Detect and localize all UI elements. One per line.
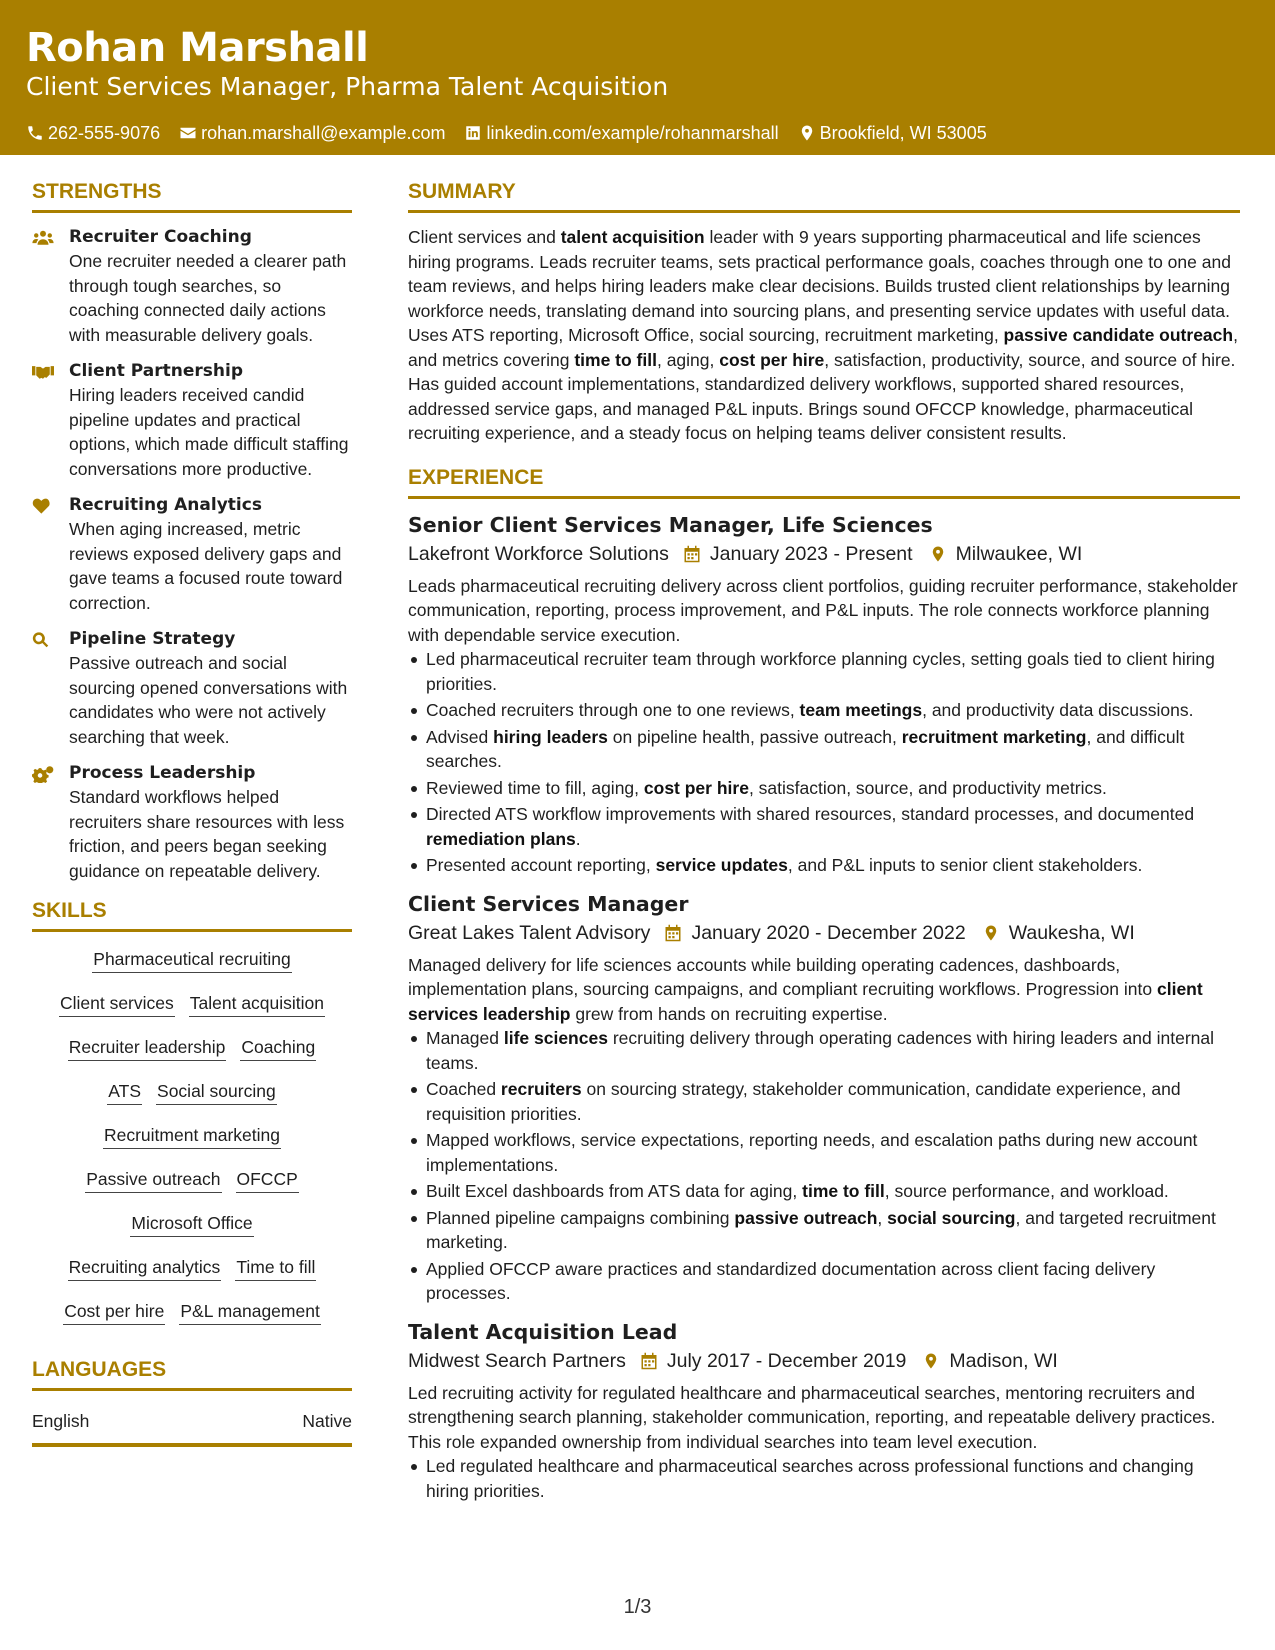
text-segment: , satisfaction, productivity, source, and source of hire. Has guided account implementations, standardized delivery workflows, supported shared resources, addressed service gaps, and managed P&L inputs. Brings sound OFCCP knowledge, pharmaceutical recruiting experience, and a steady focus on helping teams deliver consistent results. [408,349,1236,443]
bold-text: time to fill [802,1181,885,1201]
strength-desc: One recruiter needed a clearer path through tough searches, so coaching connected daily actions with measurable delivery goals. [69,251,347,345]
bullet-item [408,1206,1240,1255]
strength-desc: Standard workflows helped recruiters share resources with less friction, and peers began seeking guidance on repeatable delivery. [69,787,345,881]
skill-tag: P&L management [179,1298,320,1325]
contact-linkedin[interactable] [464,122,778,144]
left-column [32,178,352,1447]
job-location: Milwaukee, WI [955,542,1083,565]
job-meta [408,540,1240,568]
map-pin-icon [798,124,816,142]
text-segment: , [877,1207,888,1228]
skill-tag: Passive outreach [85,1166,221,1193]
bold-text: passive outreach [734,1207,878,1228]
strength-item [32,493,352,615]
phone-icon [26,124,44,142]
bullet-item [408,1077,1240,1126]
bold-text: service updates [655,855,788,875]
text-segment: . [575,828,581,849]
skill-tag: Social sourcing [156,1078,277,1105]
skill-row [32,990,352,1020]
skill-tag: Talent acquisition [189,990,325,1017]
text-segment: Led pharmaceutical recruiter team through workforce planning cycles, setting goals tied to client hiring priorities. [426,649,1215,694]
bold-text: client services leadership [408,979,1203,1024]
gears-icon [32,765,54,783]
skills-heading: SKILLS [32,897,352,932]
strength-desc: Hiring leaders received candid pipeline updates and practical options, which made difficult staffing conversations more productive. [69,385,349,479]
bold-text: social sourcing [887,1207,1016,1228]
text-segment: , and P&L inputs to senior client stakeholders. [787,855,1143,875]
bold-text: remediation plans [426,828,576,849]
bold-text: life sciences [503,1028,608,1048]
bullet-item [408,1454,1240,1503]
text-segment: on sourcing strategy, stakeholder communication, candidate experience, and requisition priorities. [426,1079,1181,1124]
candidate-name: Rohan Marshall [26,25,369,71]
strength-title: Client Partnership [69,361,244,381]
experience-list [408,511,1240,1504]
text-segment: Reviewed time to fill, aging, [426,777,644,798]
skill-tag: Client services [59,990,175,1017]
bullet-item [408,1179,1240,1204]
text-segment: Built Excel dashboards from ATS data for aging, [426,1181,803,1201]
text-segment: Led recruiting activity for regulated healthcare and pharmaceutical searches, mentoring recruiters and strengthening search planning, stakeholder communication, reporting, and repeatable delivery practices. This role expanded ownership from individual searches into team level execution. [408,1382,1216,1452]
text-segment: Advised [426,726,494,747]
text-segment: Applied OFCCP aware practices and standardized documentation across client facing delivery processes. [426,1258,1156,1303]
strength-item [32,761,352,883]
map-pin-icon [982,924,1000,942]
job-entry [408,890,1240,1306]
map-pin-icon [929,545,947,563]
job-title: Talent Acquisition Lead [408,1319,678,1344]
skill-row [32,1122,352,1152]
bold-text: cost per hire [643,777,749,798]
text-segment: Leads pharmaceutical recruiting delivery across client portfolios, guiding recruiter performance, stakeholder communication, reporting, process improvement, and P&L inputs. The role connects workforce planning with dependable service execution. [408,575,1238,645]
bold-text: hiring leaders [493,726,608,747]
text-segment: , source performance, and workload. [884,1181,1169,1201]
bold-text: passive candidate outreach [1003,325,1234,345]
skill-row [32,1298,352,1328]
experience-heading: EXPERIENCE [408,464,1240,499]
skill-row [32,946,352,976]
summary-text [408,225,1240,446]
bullet-item [408,1026,1240,1075]
job-company: Lakefront Workforce Solutions [408,542,669,565]
linkedin-icon [464,124,482,142]
text-segment: on pipeline health, passive outreach, [607,726,902,747]
text-segment: , and metrics covering [408,325,1238,370]
text-segment: , and targeted recruitment marketing. [426,1207,1216,1252]
bold-text: time to fill [574,349,657,370]
job-bullets [408,1454,1240,1503]
text-segment: Led regulated healthcare and pharmaceutical searches across professional functions and changing hiring priorities. [426,1456,1194,1501]
candidate-role: Client Services Manager, Pharma Talent Acquisition [26,72,669,101]
calendar-icon [640,1352,658,1370]
job-meta [408,919,1240,947]
phone-text: 262-555-9076 [48,123,161,143]
job-company: Great Lakes Talent Advisory [408,921,651,944]
job-description [408,1381,1240,1455]
strength-desc: When aging increased, metric reviews exposed delivery gaps and gave teams a focused route toward correction. [69,519,343,613]
text-segment: Directed ATS workflow improvements with shared resources, standard processes, and documented [426,804,1195,824]
skill-tag: Time to fill [235,1254,316,1281]
strength-title: Pipeline Strategy [69,629,236,649]
bullet-item [408,698,1240,723]
text-segment: , and difficult searches. [426,726,1185,771]
bullet-item [408,802,1240,851]
linkedin-text: linkedin.com/example/rohanmarshall [486,123,779,143]
skill-row [32,1210,352,1240]
summary-heading: SUMMARY [408,178,1240,213]
calendar-icon [664,924,682,942]
job-bullets [408,1026,1240,1306]
bullet-item [408,647,1240,696]
job-bullets [408,647,1240,878]
envelope-icon [179,124,197,142]
text-segment: Mapped workflows, service expectations, reporting needs, and escalation paths during new account implementations. [426,1130,1198,1175]
skill-row [32,1034,352,1064]
skill-row [32,1166,352,1196]
text-segment: , satisfaction, source, and productivity metrics. [748,777,1107,798]
text-segment: Coached recruiters through one to one reviews, [426,700,800,720]
handshake-icon [32,363,54,381]
page-number: 1/3 [623,1596,652,1618]
language-row [32,1403,352,1447]
text-segment: Client services and [408,227,561,247]
contact-bar [26,122,1275,144]
strengths-heading: STRENGTHS [32,178,352,213]
map-pin-icon [922,1352,940,1370]
strength-item [32,225,352,347]
skill-row [32,1254,352,1284]
strength-title: Process Leadership [69,763,256,783]
bold-text: recruitment marketing [901,726,1087,747]
languages-heading: LANGUAGES [32,1356,352,1391]
job-description [408,574,1240,648]
strength-desc: Passive outreach and social sourcing opened conversations with candidates who were not actively searching that week. [69,653,348,747]
strength-title: Recruiting Analytics [69,495,262,515]
language-level: Native [302,1411,352,1431]
contact-location [798,122,987,144]
job-location: Waukesha, WI [1008,921,1135,944]
text-segment: Presented account reporting, [426,855,656,875]
skill-tag: Pharmaceutical recruiting [92,946,291,973]
job-entry [408,1318,1240,1504]
job-description [408,953,1240,1027]
skill-tag: Recruiting analytics [68,1254,222,1281]
skill-tag: OFCCP [236,1166,299,1193]
strength-title: Recruiter Coaching [69,227,252,247]
strength-item [32,359,352,481]
job-location: Madison, WI [949,1349,1058,1372]
text-segment: , and productivity data discussions. [922,700,1194,720]
text-segment: recruiting delivery through operating cadences with hiring leaders and internal teams. [426,1028,1215,1073]
skill-tag: Microsoft Office [130,1210,253,1237]
job-title: Senior Client Services Manager, Life Sciences [408,512,933,537]
users-icon [32,229,54,247]
skills-list [32,944,352,1328]
skill-row [32,1078,352,1108]
job-entry [408,511,1240,878]
bullet-item [408,853,1240,878]
bullet-item [408,1128,1240,1177]
right-column [408,178,1240,1515]
search-icon [32,631,54,649]
job-dates: January 2023 - Present [709,542,913,565]
text-segment: Planned pipeline campaigns combining [426,1207,735,1228]
location-text: Brookfield, WI 53005 [819,123,987,143]
bold-text: talent acquisition [560,227,705,247]
job-company: Midwest Search Partners [408,1349,626,1372]
text-segment: Coached [426,1079,501,1099]
bullet-item [408,1257,1240,1306]
resume-header [0,0,1275,155]
text-segment: Managed [426,1028,504,1048]
text-segment: leader with 9 years supporting pharmaceutical and life sciences hiring programs. Leads recruiter teams, sets practical performance goals, coaches through one to one and team reviews, and helps hiring leaders make clear decisions. Builds trusted client relationships by learning workforce needs, translating demand into sourcing plans, and presenting service updates with useful data. Uses ATS reporting, Microsoft Office, social sourcing, recruitment marketing, [408,227,1231,345]
skill-tag: Recruitment marketing [103,1122,281,1149]
skill-tag: ATS [107,1078,142,1105]
heart-icon [32,497,54,515]
bold-text: recruiters [500,1079,582,1099]
contact-phone[interactable] [26,122,160,144]
job-dates: July 2017 - December 2019 [666,1349,907,1372]
contact-email[interactable] [179,122,445,144]
text-segment: Managed delivery for life sciences accounts while building operating cadences, dashboards, implementation plans, sourcing campaigns, and compliant recruiting workflows. Progression into [408,954,1157,999]
skill-tag: Coaching [240,1034,316,1061]
text-segment: , aging, [656,349,720,370]
strength-item [32,627,352,749]
skill-tag: Recruiter leadership [68,1034,227,1061]
bullet-item [408,725,1240,774]
calendar-icon [683,545,701,563]
job-dates: January 2020 - December 2022 [691,921,966,944]
job-meta [408,1347,1240,1375]
bold-text: team meetings [799,700,923,720]
bullet-item [408,776,1240,801]
text-segment: grew from hands on recruiting expertise. [570,1003,888,1024]
bold-text: cost per hire [719,349,825,370]
skill-tag: Cost per hire [63,1298,165,1325]
job-title: Client Services Manager [408,891,689,916]
language-name: English [32,1411,90,1431]
email-text: rohan.marshall@example.com [201,123,446,143]
